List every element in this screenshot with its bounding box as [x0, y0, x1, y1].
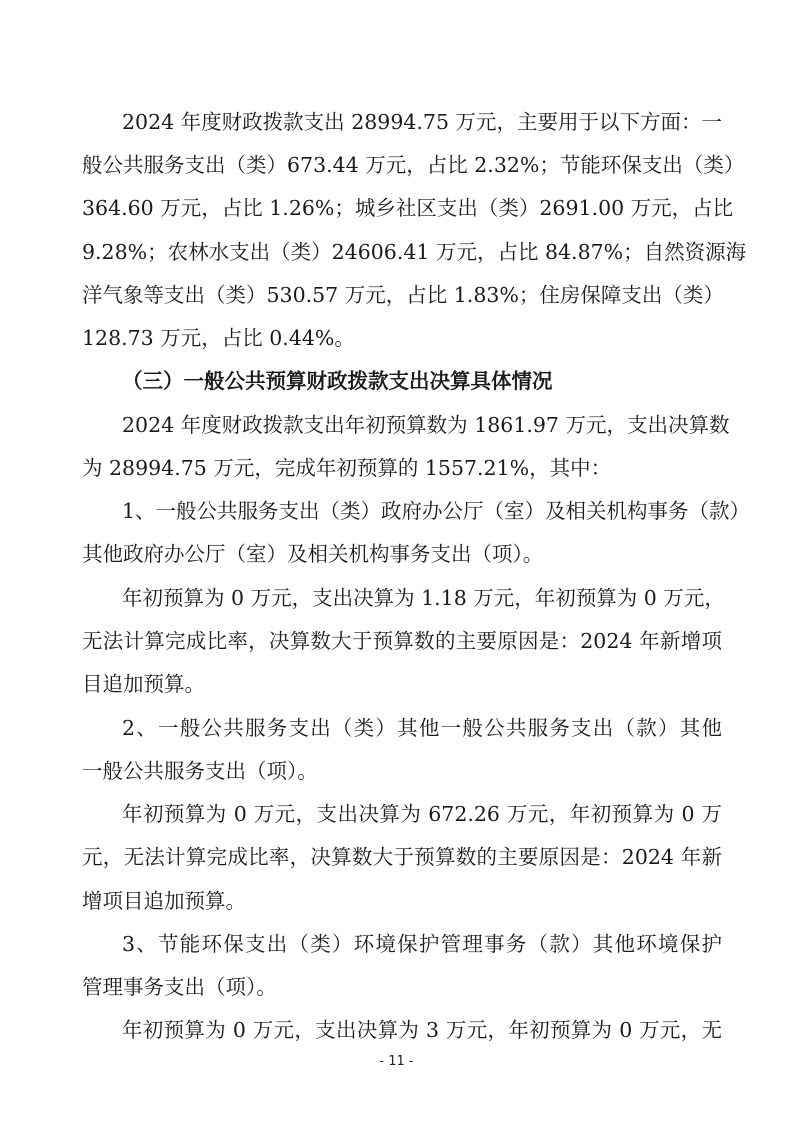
paragraph-line: 年初预算为 0 万元，支出决算为 1.18 万元，年初预算为 0 万元， [122, 586, 725, 610]
paragraph-line: 1、一般公共服务支出（类）政府办公厅（室）及相关机构事务（款） [122, 499, 751, 523]
paragraph-line: 元，无法计算完成比率，决算数大于预算数的主要原因是：2024 年新 [82, 845, 722, 869]
paragraph-line: 3、节能环保支出（类）环境保护管理事务（款）其他环境保护 [122, 932, 722, 956]
paragraph-line: 2、一般公共服务支出（类）其他一般公共服务支出（款）其他 [122, 716, 722, 740]
paragraph-line: 般公共服务支出（类）673.44 万元，占比 2.32%；节能环保支出（类） [82, 153, 745, 177]
paragraph-line: 管理事务支出（项）。 [82, 975, 277, 999]
paragraph-line: 无法计算完成比率，决算数大于预算数的主要原因是：2024 年新增项 [82, 629, 722, 653]
paragraph-line: 增项目追加预算。 [82, 889, 246, 913]
paragraph-line: 9.28%；农林水支出（类）24606.41 万元，占比 84.87%；自然资源海 [82, 240, 747, 264]
paragraph-line: 为 28994.75 万元，完成年初预算的 1557.21%，其中： [82, 456, 612, 480]
paragraph-line: 目追加预算。 [82, 672, 205, 696]
paragraph-line: 364.60 万元，占比 1.26%；城乡社区支出（类）2691.00 万元，占比 [82, 196, 734, 220]
paragraph-line: 2024 年度财政拨款支出 28994.75 万元，主要用于以下方面：一 [122, 110, 723, 134]
paragraph-line: 洋气象等支出（类）530.57 万元，占比 1.83%；住房保障支出（类） [82, 283, 724, 307]
paragraph-line: 年初预算为 0 万元，支出决算为 672.26 万元，年初预算为 0 万 [122, 802, 722, 826]
paragraph-line: 128.73 万元，占比 0.44%。 [82, 326, 355, 350]
paragraph-line: 其他政府办公厅（室）及相关机构事务支出（项）。 [82, 542, 544, 566]
paragraph-line: 一般公共服务支出（项）。 [82, 759, 318, 783]
page-number: - 11 - [379, 1054, 414, 1069]
section-heading: （三）一般公共预算财政拨款支出决算具体情况 [122, 369, 553, 393]
paragraph-line: 年初预算为 0 万元，支出决算为 3 万元，年初预算为 0 万元，无 [122, 1018, 722, 1042]
paragraph-line: 2024 年度财政拨款支出年初预算数为 1861.97 万元，支出决算数 [122, 413, 730, 437]
